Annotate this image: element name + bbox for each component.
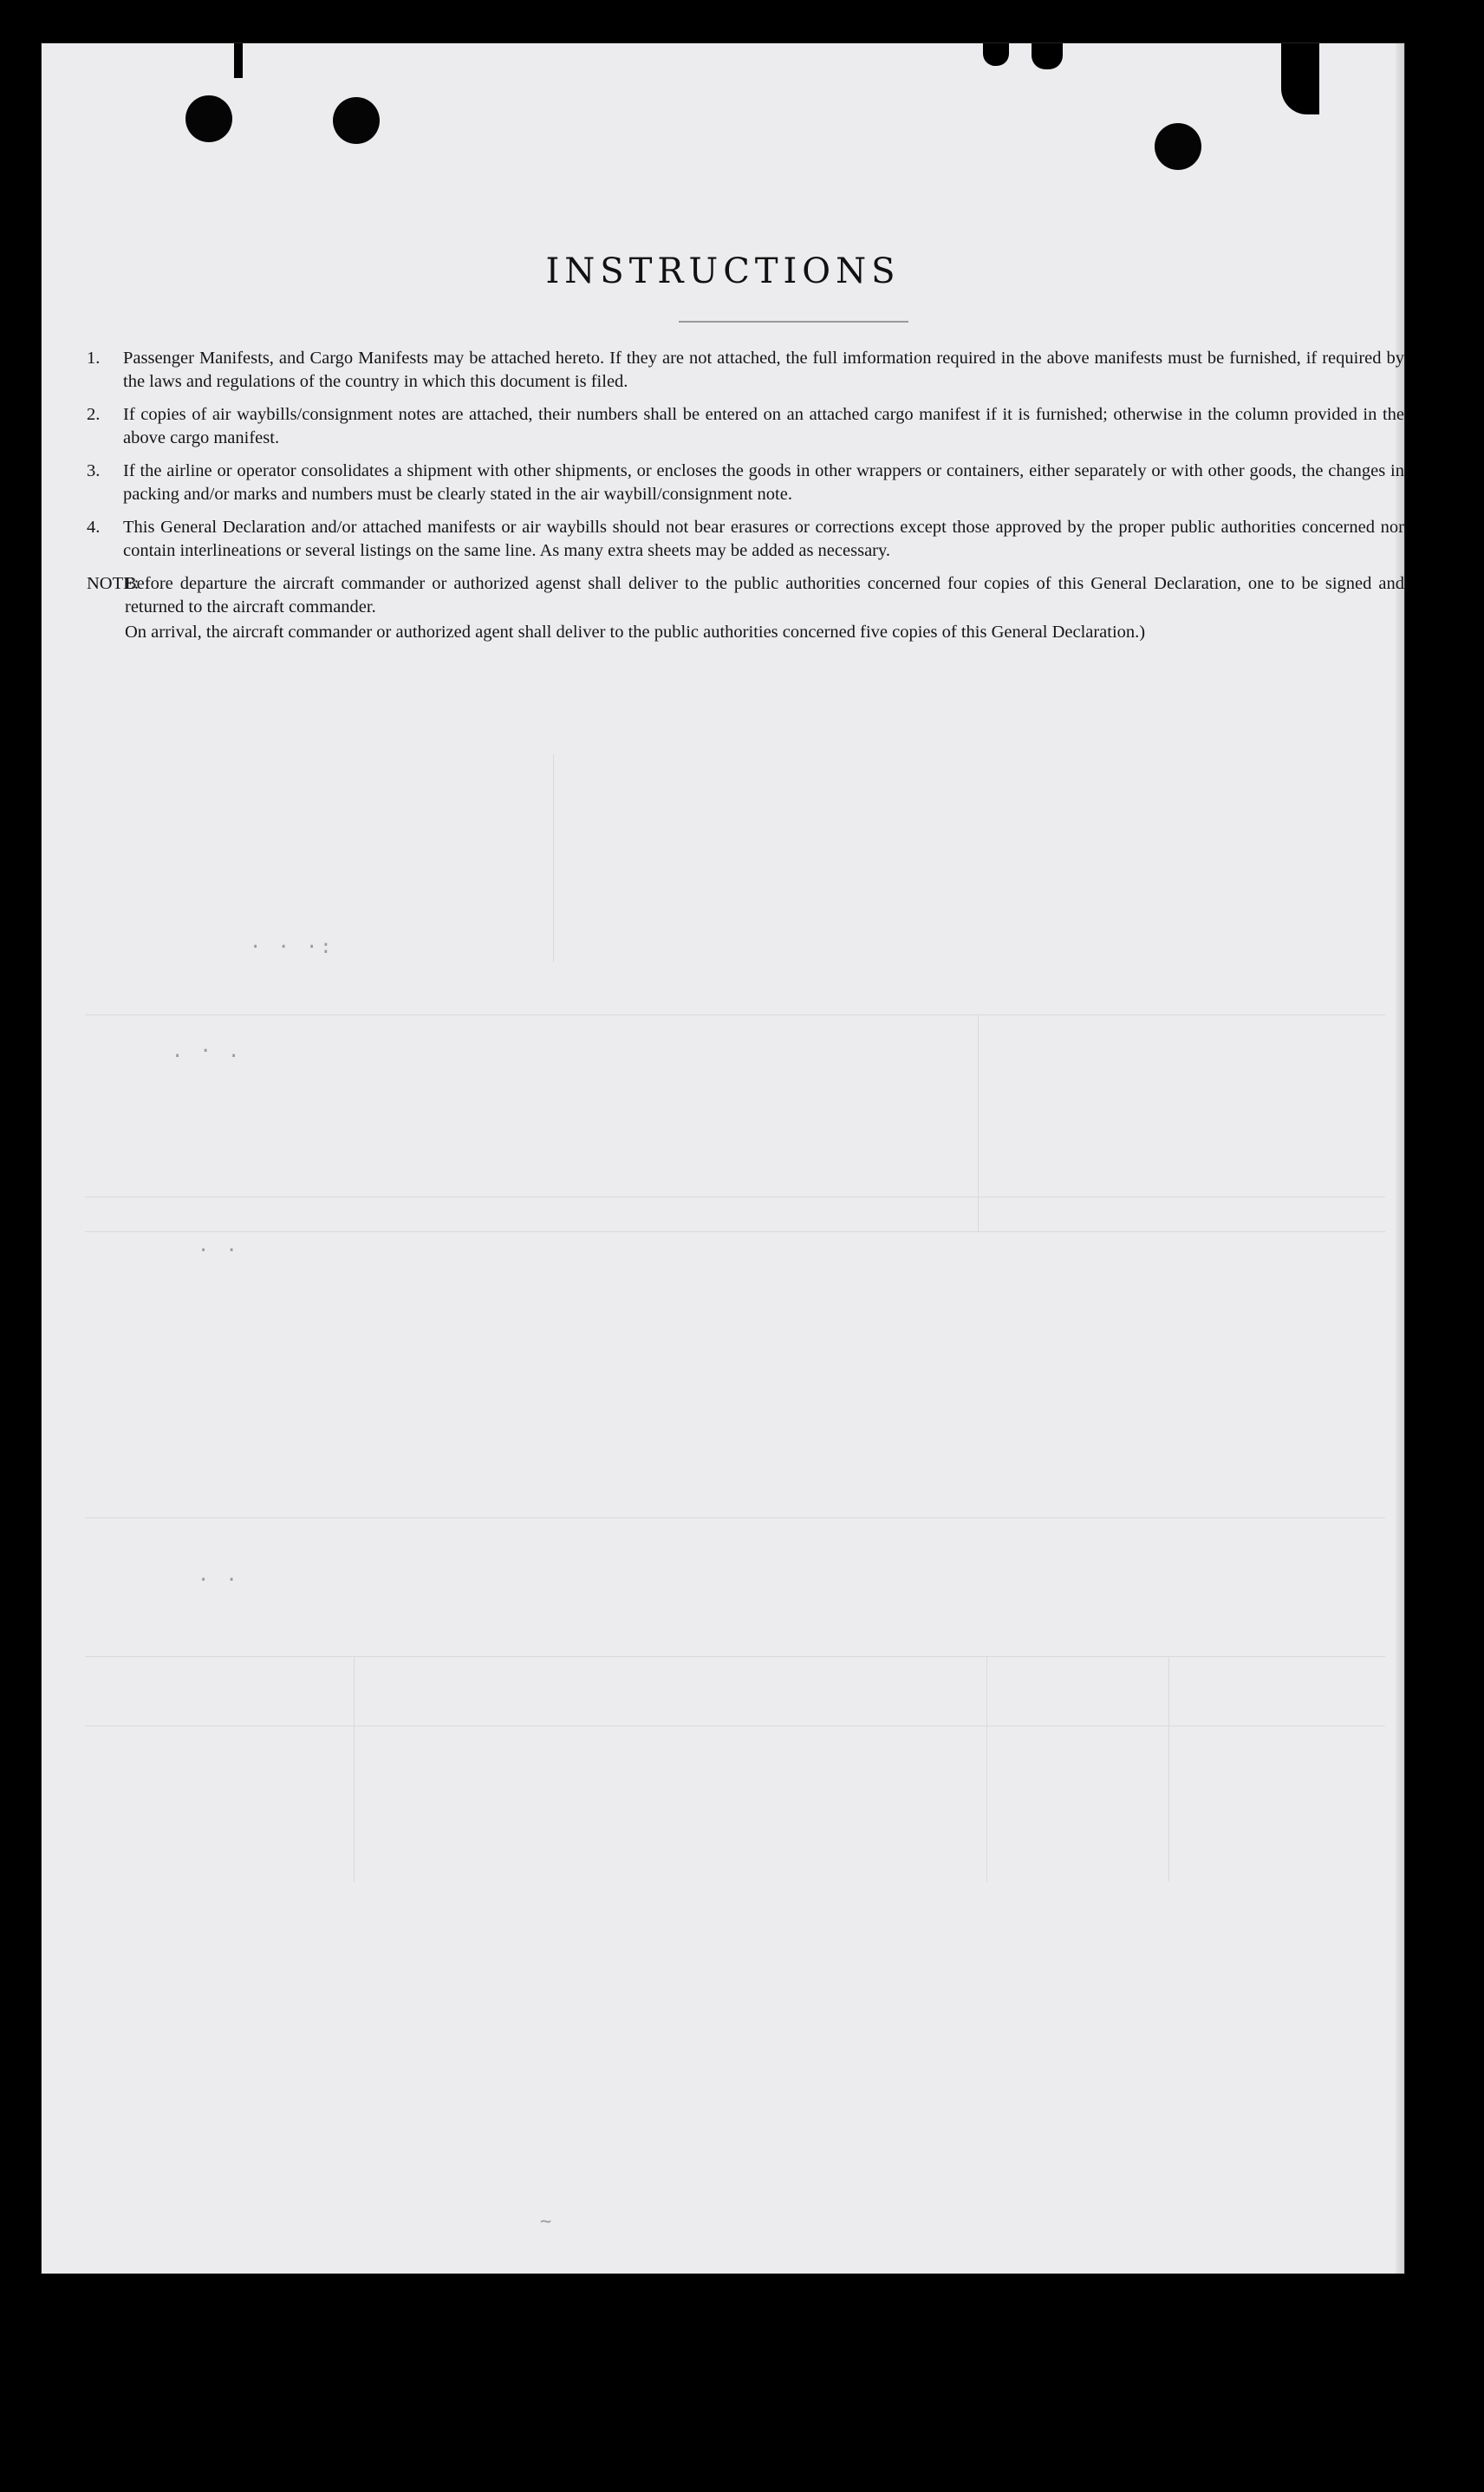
show-through-column <box>986 1656 987 1882</box>
show-through-rule <box>85 1656 1385 1657</box>
scan-speck: · · <box>198 1569 240 1591</box>
punch-hole-left <box>186 95 232 142</box>
instruction-number: 3. <box>87 461 101 480</box>
instruction-text: If the airline or operator consolidates a shipment with other shipments, or encloses the goods in other wrappers or containers, either separately or with other goods, the changes in packing and/or marks and numbers must be clearly stated in the air waybill/consignment note. <box>123 461 1404 504</box>
scan-speck: ~ <box>540 2211 555 2233</box>
torn-edge-notch <box>234 43 243 78</box>
title-underline <box>679 321 908 323</box>
show-through-column <box>354 1656 355 1882</box>
instruction-text: Passenger Manifests, and Cargo Manifests may be attached hereto. If they are not attached, the full imformation required in the above manifests must be furnished, if required by the laws and regulations of the country in which this document is filed. <box>123 349 1404 391</box>
torn-edge-notch <box>1032 43 1063 69</box>
instruction-item <box>87 347 1404 394</box>
instruction-number: 2. <box>87 405 101 424</box>
instruction-item <box>87 516 1404 563</box>
show-through-rule <box>85 1014 1385 1015</box>
show-through-column <box>978 1014 979 1231</box>
page-title: INSTRUCTIONS <box>545 251 901 291</box>
instruction-number: 1. <box>87 349 101 368</box>
note-body <box>125 572 1404 646</box>
instructions-list <box>87 347 1404 646</box>
instruction-item <box>87 460 1404 506</box>
document-page <box>42 43 1404 2273</box>
show-through-column <box>1168 1656 1169 1882</box>
instruction-number: 4. <box>87 518 101 537</box>
note-block <box>87 572 1404 646</box>
scan-speck: . · . <box>172 1041 243 1062</box>
instruction-text: This General Declaration and/or attached manifests or air waybills should not bear erasures or corrections except those approved by the proper public authorities concerned nor contain interlineations or several listings on the same line. As many extra sheets may be added as necessary. <box>123 518 1404 560</box>
punch-hole-right <box>1155 123 1201 170</box>
show-through-rule <box>85 1725 1385 1726</box>
torn-edge-notch <box>983 43 1009 66</box>
note-paragraph: On arrival, the aircraft commander or authorized agent shall deliver to the public authorities concerned five copies of this General Declaration.) <box>125 623 1146 642</box>
instruction-text: If copies of air waybills/consignment notes are attached, their numbers shall be entered on an attached cargo manifest if it is furnished; otherwise in the column provided in the above cargo manifest. <box>123 405 1404 447</box>
show-through-rule <box>85 1231 1385 1232</box>
instruction-item <box>87 403 1404 450</box>
punch-hole-center-left <box>333 97 380 144</box>
scan-speck: · · ·: <box>250 936 335 958</box>
note-label: NOTE: <box>87 574 140 593</box>
show-through-rule <box>85 1517 1385 1518</box>
note-paragraph: Before departure the aircraft commander or authorized agenst shall deliver to the public authorities concerned four copies of this General Declaration, one to be signed and returned to the aircraft commander. <box>125 574 1404 616</box>
torn-edge-notch <box>1281 43 1319 114</box>
scan-speck: · · <box>198 1240 240 1262</box>
show-through-column <box>553 754 554 962</box>
